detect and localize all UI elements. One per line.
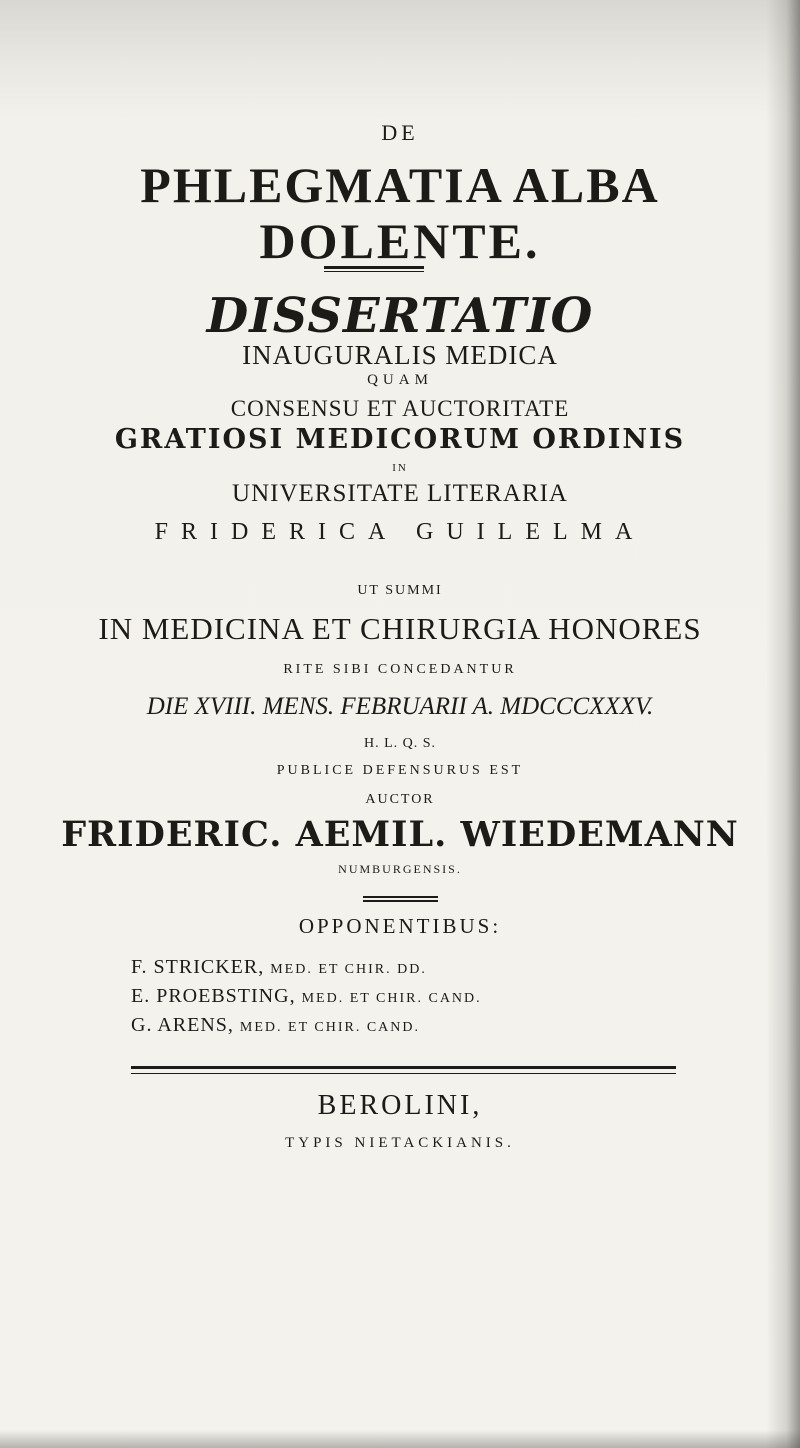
opponent-qualification: MED. ET CHIR. CAND. xyxy=(239,1020,420,1035)
dissertatio-heading: DISSERTATIO xyxy=(206,288,594,344)
author-origin: NUMBURGENSIS. xyxy=(338,862,462,876)
consensu-line: CONSENSU ET AUCTORITATE xyxy=(230,396,570,421)
university-line: UNIVERSITATE LITERARIA xyxy=(232,480,568,507)
ut-summi-line: UT SUMMI xyxy=(357,583,443,598)
in-line: IN xyxy=(392,462,408,474)
imprint-printer: TYPIS NIETACKIANIS. xyxy=(285,1135,515,1151)
opponent-row xyxy=(131,1012,482,1041)
author-name: FRIDERIC. AEMIL. WIEDEMANN xyxy=(61,814,739,855)
auctor-line: AUCTOR xyxy=(365,792,435,807)
opponents-list xyxy=(131,954,482,1041)
page-bottom-shadow xyxy=(0,1430,800,1448)
title-preposition: DE xyxy=(381,120,419,145)
publice-line: PUBLICE DEFENSURUS EST xyxy=(276,763,524,778)
opponent-qualification: MED. ET CHIR. CAND. xyxy=(301,991,482,1006)
honores-line: IN MEDICINA ET CHIRURGIA HONORES xyxy=(98,611,702,646)
quam-line: QUAM xyxy=(367,372,433,388)
main-title-line-2: DOLENTE. xyxy=(259,213,541,269)
opponent-name: E. PROEBSTING, xyxy=(131,985,296,1007)
faculty-line: GRATIOSI MEDICORUM ORDINIS xyxy=(114,424,686,455)
divider-rule-short xyxy=(363,896,438,902)
opponent-name: G. ARENS, xyxy=(131,1014,234,1036)
date-line: DIE XVIII. MENS. FEBRUARII A. MDCCCXXXV. xyxy=(146,693,654,720)
opponent-row xyxy=(131,983,482,1012)
main-title-line-1: PHLEGMATIA ALBA xyxy=(140,157,660,213)
hlqs-line: H. L. Q. S. xyxy=(363,736,437,751)
rite-line: RITE SIBI CONCEDANTUR xyxy=(283,662,517,677)
opponent-name: F. STRICKER, xyxy=(131,956,265,978)
imprint-city: BEROLINI, xyxy=(317,1090,483,1121)
divider-rule xyxy=(324,266,424,272)
opponent-row xyxy=(131,954,482,983)
opponents-heading: OPPONENTIBUS: xyxy=(298,914,502,938)
divider-rule-long xyxy=(131,1066,676,1074)
university-name: FRIDERICA GUILELMA xyxy=(154,519,646,545)
inauguralis-line: INAUGURALIS MEDICA xyxy=(242,340,558,370)
opponent-qualification: MED. ET CHIR. DD. xyxy=(270,962,427,977)
